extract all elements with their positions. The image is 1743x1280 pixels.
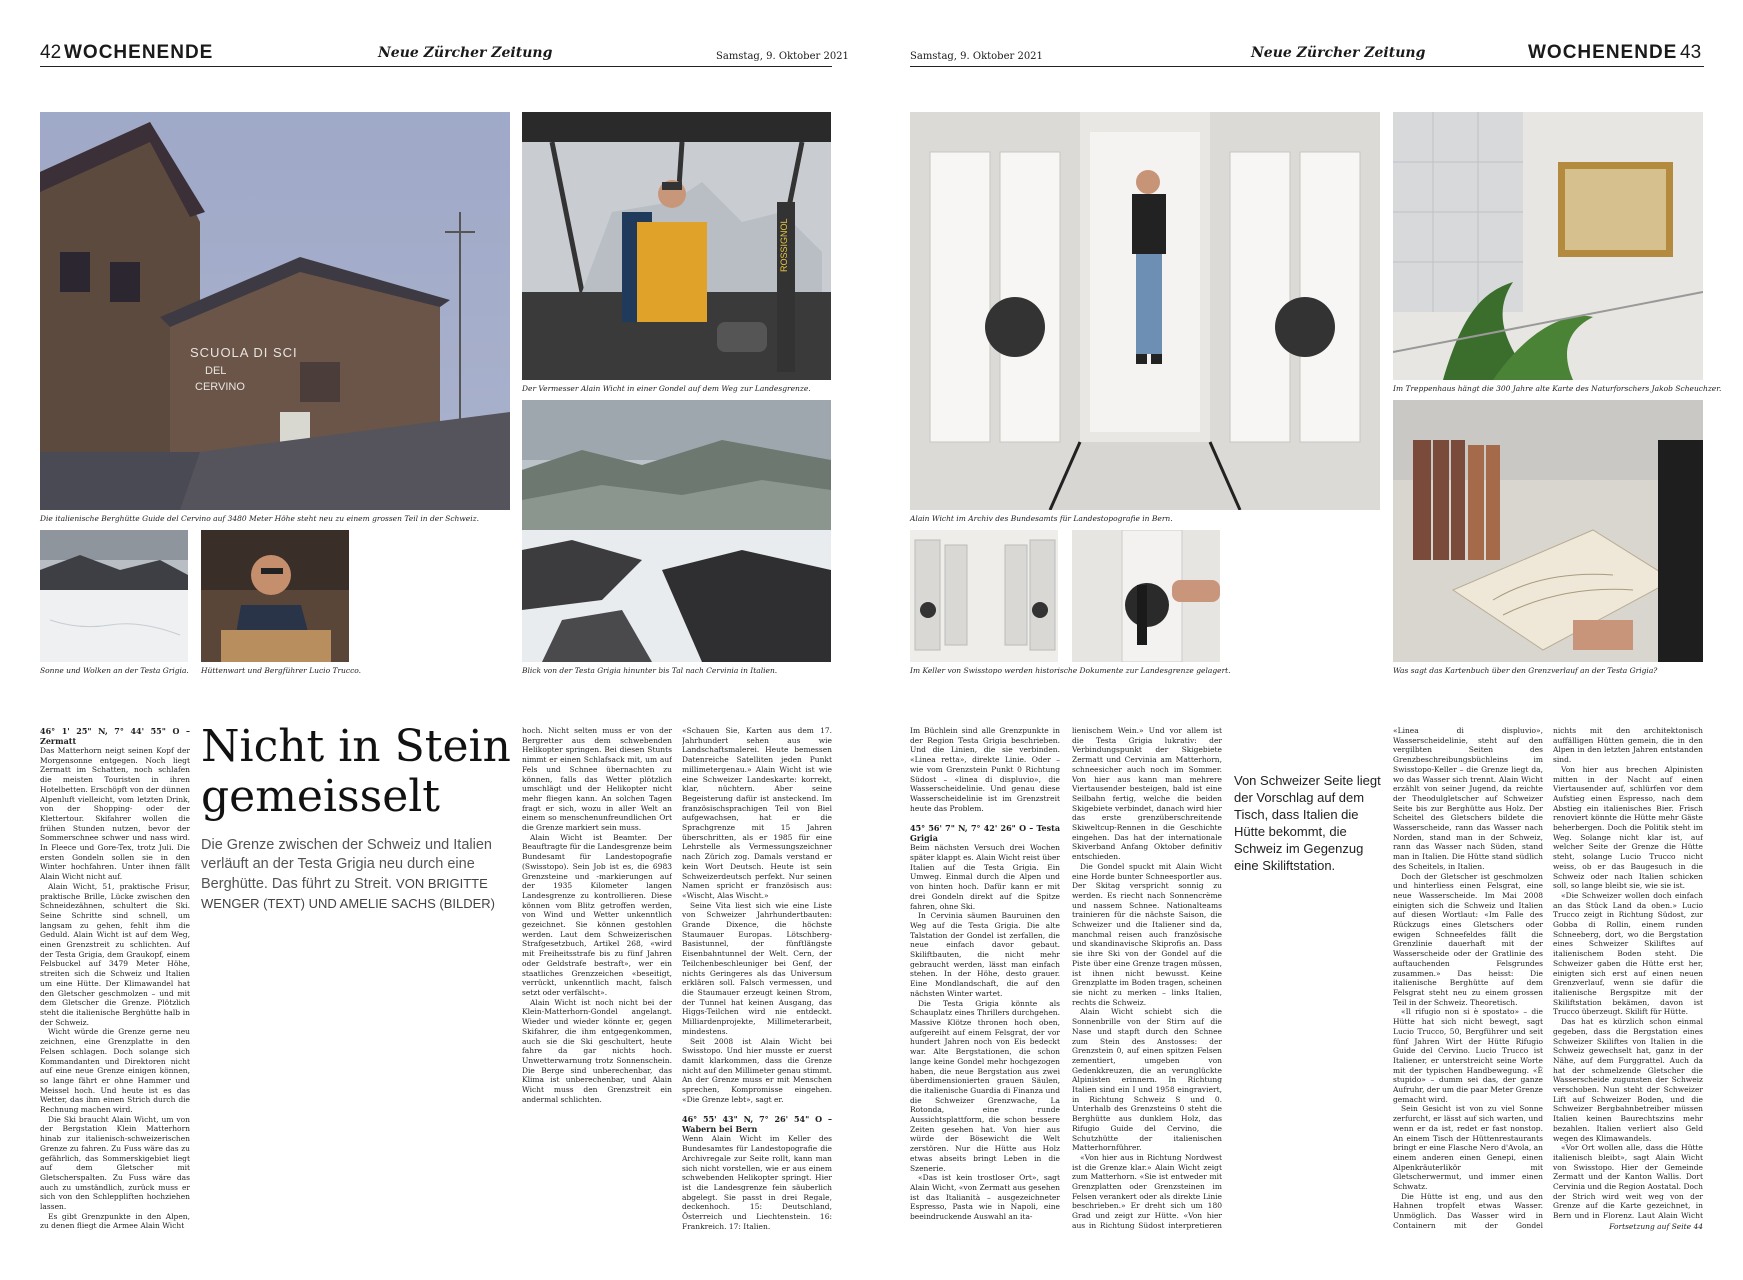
rubric-left: WOCHENENDE — [64, 42, 214, 63]
paragraph: Das hat es kürzlich schon einmal gegeben, dass die Bergstation eines Schweizer Skiliftes von Italien in die Schweiz gewechselt hat, ganz in der Nähe, auf dem Furggrattel. Auch da hat der schmelzende Gletscher die Wasserscheide zugunsten der Schweiz verschoben. Nun steht der Schweizer Lift auf Schweizer Boden, und die Schweizer Bergbahnbetreiber müssen Italien keinen Baurechtszins mehr bezahlen. Italien verliert also Geld wegen des Klimawandels. — [1553, 1017, 1703, 1143]
svg-text:DEL: DEL — [205, 365, 227, 377]
caption-valley: Blick von der Testa Grigia hinunter bis Tal nach Cervinia in Italien. — [522, 666, 778, 675]
paragraph: nichts mit den architektonisch auffälligen Hütten gemein, die in den Alpen in den letzten Jahren entstanden sind. — [1553, 726, 1703, 765]
paragraph: Beim nächsten Versuch drei Wochen später klappt es. Alain Wicht reist über Italien auf die Testa Grigia. Ein Umweg. Einmal durch die Alpen und von hinten hoch. Dafür kann er mit drei Gondeln direkt auf die Spitze fahren, ohne Ski. — [910, 843, 1060, 911]
paragraph: Alain Wicht schiebt sich die Sonnenbrille von der Stirn auf die Nase und stapft durch den Schnee zum Stein des Anstosses: der Grenzstein 0, auf einen spitzen Felsen zementiert, umgeben von Gedenkkreuzen, die an verunglückte Alpinisten erinnern. In Richtung Italien sind ein I und 1958 eingraviert, in Richtung Schweiz S und 0. Unterhalb des Grenzsteins 0 steht die Berghütte aus dunklem Holz, das Rifugio Guide del Cervino, die Schutzhütte der italienischen Matterhornführer. — [1072, 1007, 1222, 1153]
paragraph: lienischem Wein.» Und vor allem ist die Testa Grigia lukrativ: der Verbindungspunkt der Skigebiete Zermatt und Cervinia am Matterhorn, schneesicher auch noch im Sommer. Von hier aus kann man mehrere Viertausender besteigen, bald ist eine Seilbahn fertig, welche die beiden Skigebiete verbindet, danach wird hier das erste grenzüberschreitende Skiweltcup-Rennen in die Geschichte eingehen. Das hat der internationale Skiverband Anfang Oktober definitiv entschieden. — [1072, 726, 1222, 862]
paragraph: Alain Wicht, 51, praktische Frisur, praktische Brille, Lücke zwischen den Schneidezähnen, schultert die Ski. Seine Schritte sind schnell, um langsam zu gehen, fehlt ihm die Geduld. Alain Wicht ist auf dem Weg, einen Grenzstreit zu schlichten. Auf der Testa Grigia, dem Graukopf, einem Felsbuckel auf 3479 Meter Höhe, streiten sich die Schweiz und Italien um eine Hütte. Der Klimawandel hat den Gletscher geschmolzen – und mit dem Gletscher die Grenze. Plötzlich steht die italienische Berghütte halb in der Schweiz. — [40, 881, 190, 1027]
photo-basement-crank — [1072, 530, 1220, 662]
paragraph: Seine Vita liest sich wie eine Liste von Schweizer Jahrhundertbauten: Grande Dixence, die höchste Staumauer Europas. Lötschberg-Basistunnel, der fünftlängste Eisenbahntunnel der Welt. Cern, der Teilchenbeschleuniger bei Genf, der nichts Geringeres als das Universum erklären soll. Falsch vermessen, und die Staumauer erzeugt keinen Strom, der Tunnel hat keinen Ausgang, das Higgs-Teilchen wird nie entdeckt. Milliardenprojekte, Millimeterarbeit, mindestens. — [682, 900, 832, 1036]
paragraph: In Cervinia säumen Bauruinen den Weg auf die Testa Grigia. Die alte Talstation der Gondel ist zerfallen, die neue einfach davor gebaut. Skiliftbauten, die nicht mehr gebraucht werden, lässt man einfach stehen. In der Höhe, desto grauer. Eine Mondlandschaft, die auf den nächsten Winter wartet. — [910, 911, 1060, 998]
article-column-3 — [682, 726, 832, 1230]
paragraph: Sein Gesicht ist von zu viel Sonne zerfurcht, er lässt auf sich warten, und wenn er da ist, redet er fast nonstop. An einem Tisch der Hüttenrestaurants bringt er eine Flasche Nero d'Avola, an einem anderen einen Genepi, einen Alpenkräuterlikör mit Gletscherwermut, und immer einen Schwatz. — [1393, 1104, 1543, 1192]
paragraph: Im Büchlein sind alle Grenzpunkte in der Region Testa Grigia beschrieben. Und die Linien, die sie verbinden. «Linea retta», direkte Linie. Oder – wie vom Grenzstein Punkt 0 Richtung Südost – «linea di displuvio», die Wasserscheidelinie. Und genau diese Wasserscheidelinie ist im Grenzstreit heute das Problem. — [910, 726, 1060, 813]
photo-archive — [910, 112, 1380, 510]
paragraph: Alain Wicht ist noch nicht bei der Klein-Matterhorn-Gondel angelangt. Wieder und wieder könnte er, gegen Skifahrer, die ihm entgegenkommen, auch sie die Ski geschultert, heute fahre da gar nichts hoch. Unwetterwarnung trotz Sonnenschein. Die Berge sind unberechenbar, das Klima ist unberechenbar, und Alain Wicht muss den Grenzstreit ein andermal schlichten. — [522, 997, 672, 1104]
paragraph: «Schauen Sie, Karten aus dem 17. Jahrhundert sehen aus wie Landschaftsmalerei. Heute bemessen Datenreiche Satelliten jeden Punkt millimetergenau.» Alain Wicht ist wie eine Schweizer Landeskarte: korrekt, klar, nüchtern. Aber seine Begeisterung dafür ist ansteckend. Im französischsprachigen Teil von Biel aufgewachsen, hat er die Sprachgrenze mit 15 Jahren überschritten, als er 1985 für eine Lehrstelle als Vermessungszeichner nach Zürich zog. Damals verstand er kein Wort Deutsch. Heute ist sein Schweizerdeutsch perfekt. Nur seinen Namen spricht er französisch aus: «Wischt, Alas Wischt.» — [682, 726, 832, 900]
page-number-right: 43 — [1680, 42, 1702, 63]
caption-basement: Im Keller von Swisstopo werden historische Dokumente zur Landesgrenze gelagert. — [910, 666, 1231, 675]
photo-stairwell-map — [1393, 112, 1703, 380]
caption-stairs: Im Treppenhaus hängt die 300 Jahre alte Karte des Naturforschers Jakob Scheuchzer. — [1393, 384, 1722, 393]
hut-sign-text: SCUOLA DI SCI — [190, 345, 298, 360]
photo-mountain-hut — [40, 112, 510, 510]
caption-warden: Hüttenwart und Bergführer Lucio Trucco. — [201, 666, 362, 675]
date-right: Samstag, 9. Oktober 2021 — [910, 51, 1043, 62]
article-column-1 — [40, 726, 190, 1230]
date-left: Samstag, 9. Oktober 2021 — [716, 51, 849, 62]
article-column-6 — [1393, 726, 1543, 1230]
photo-basement-shelves — [910, 530, 1058, 662]
photo-map-book — [1393, 400, 1703, 662]
dateline-wabern: 46° 55' 43" N, 7° 26' 54" O – Wabern bei Bern — [682, 1114, 832, 1135]
article-column-7 — [1553, 726, 1703, 1220]
photo-gondola — [522, 112, 831, 380]
paragraph: Doch der Gletscher ist geschmolzen und hinterliess einen Felsgrat, eine neue Wasserscheide. Im Mai 2008 einigten sich die Schweiz und Italien auf diesen Wortlaut: «Im Falle des Rückzugs eines Gletschers oder ewigen Schneefeldes fällt die Grenzlinie dauerhaft mit der Wasserscheide oder der Gratlinie des auftauchenden Felsgrundes zusammen.» Das heisst: Die italienische Berghütte auf dem Felsgrat steht neu zu einem grossen Teil in der Schweiz. Theoretisch. — [1393, 871, 1543, 1007]
dateline-testa-grigia: 45° 56' 7" N, 7° 42' 26" O – Testa Grigia — [910, 823, 1060, 844]
caption-sun: Sonne und Wolken an der Testa Grigia. — [40, 666, 189, 675]
paragraph: Die Testa Grigia könnte als Schauplatz eines Thrillers durchgehen. Massive Klötze thronen hoch oben, aufgereiht auf einem Felsgrat, der vor hundert Jahren noch von Eis bedeckt war. Alte Bergstationen, die schon lange keine Gondel mehr hochgezogen haben, die neue Bergstation aus zwei überdimensionierten grauen Säulen, die italienische Guardia di Finanza und die Schweizer Grenzwache, La Rotonda, eine runde Aussichtsplattform, die schon bessere Zeiten gesehen hat. Von hier aus würde der Bösewicht die Welt zerstören. Nur die Hütte aus Holz etwas abseits bringt Leben in die Szenerie. — [910, 998, 1060, 1173]
paragraph: «Von hier aus in Richtung Nordwest ist die Grenze klar.» Alain Wicht zeigt zum Matterhorn. «Sie ist entweder mit Grenzplatten oder Grenzsteinen im Felsen verankert oder als direkte Linie beschrieben.» Er dreht sich um 180 Grad und zeigt zur Hütte. «Von hier aus in Richtung Südost interpretieren — [1072, 1152, 1222, 1230]
photo-sun-clouds — [40, 530, 188, 662]
continuation-note: Fortsetzung auf Seite 44 — [1609, 1222, 1703, 1231]
header-rule-left — [40, 66, 832, 67]
paragraph: hoch. Nicht selten muss er von der Bergretter aus dem schwebenden Helikopter springen. Bei diesen Stunts nimmt er einen Schlafsack mit, um auf Fels und Schnee übernachten zu können, falls das Wetter plötzlich umschlägt und der Helikopter nicht mehr fliegen kann. An solchen Tagen fragt er sich, wozu in aller Welt an einem so menschenunfreundlichen Ort die Grenze markiert sein muss. — [522, 726, 672, 833]
caption-archive: Alain Wicht im Archiv des Bundesamts für Landestopografie in Bern. — [910, 514, 1173, 523]
photo-hut-warden — [201, 530, 349, 662]
article-deck: Die Grenze zwischen der Schweiz und Italien verläuft an der Testa Grigia neu durch eine Berghütte. Das führt zu Streit. VON BRIGITTE WENGER (TEXT) UND AMELIE SACHS (BILDER) — [201, 837, 495, 911]
caption-gondola: Der Vermesser Alain Wicht in einer Gondel auf dem Weg zur Landesgrenze. — [522, 384, 811, 393]
masthead-left: Neue Zürcher Zeitung — [378, 45, 553, 61]
article-headline: Nicht in Stein gemeisselt — [201, 721, 511, 822]
paragraph: Die Gondel spuckt mit Alain Wicht eine Horde bunter Schneesportler aus. Der Skitag verspricht sonnig zu werden. Es riecht nach Sonnencrème und nassem Schnee. Nationalteams trainieren für die nächste Saison, die Schweizer und die Italiener sind da, manchmal reisen auch französische und skandinavische Skiprofis an. Dass sie ihre Ski von der Gondel auf die Piste über eine Grenze tragen müssen, ist ihnen nicht bewusst. Keine Grenzplatte im Boden tragen, scheinen sie nicht zu merken – links Italien, rechts die Schweiz. — [1072, 861, 1222, 1007]
rubric-right: WOCHENENDE — [1528, 42, 1678, 63]
paragraph: Alain Wicht ist Beamter. Der Beauftragte für die Landesgrenze beim Bundesamt für Landestopografie (Swisstopo). Sein Job ist es, die 6983 Grenzsteine und -markierungen auf der 1935 Kilometer langen Landesgrenze zu kontrollieren. Diese können vom Blitz getroffen werden, von Wind und Wetter unkenntlich gezeichnet. Sie können gestohlen werden. Laut dem Schweizerischen Strafgesetzbuch, Artikel 268, «wird mit Freiheitsstrafe bis zu fünf Jahren oder Geldstrafe bestraft», wer ein staatliches Grenzzeichen «beseitigt, verrückt, unkenntlich macht, falsch setzt oder verfälscht». — [522, 832, 672, 997]
paragraph: «Il rifugio non si è spostato» – die Hütte hat sich nicht bewegt, sagt Lucio Trucco, 50, Bergführer und seit fünf Jahren Wirt der Hütte Rifugio Guide del Cervino. Lucio Trucco ist Italiener, er unterstreicht seine Worte mit der typischen Handbewegung. «È stupido» – dumm sei das, der ganze Aufruhr, der um die paar Meter Grenze gemacht wird. — [1393, 1007, 1543, 1104]
article-column-5 — [1072, 726, 1222, 1230]
article-column-2 — [522, 726, 672, 1230]
caption-hut: Die italienische Berghütte Guide del Cervino auf 3480 Meter Höhe steht neu zu einem grossen Teil in der Schweiz. — [40, 514, 479, 523]
page-number-left: 42 — [40, 42, 62, 63]
photo-valley — [522, 400, 831, 662]
pull-quote: Von Schweizer Seite liegt der Vorschlag auf dem Tisch, dass Italien die Hütte bekommt, die Schweiz im Gegenzug eine Skiliftstation. — [1234, 773, 1381, 873]
header-rule-right — [910, 66, 1704, 67]
caption-mapbook: Was sagt das Kartenbuch über den Grenzverlauf an der Testa Grigia? — [1393, 666, 1658, 675]
article-column-4 — [910, 726, 1060, 1230]
paragraph: Das Matterhorn neigt seinen Kopf der Morgensonne entgegen. Noch liegt Zermatt im Schatten, noch schlafen die meisten Touristen in ihren Hotelbetten. Erschöpft von der dünnen Alpenluft vielleicht, vom letzten Drink, von der Shopping- oder der Klettertour. Skifahrer wollen die frühen Stunden nutzen, bevor der Sommerschnee schwer und nass wird. In Fleece und Gore-Tex, trotz Juli. Die ersten Gondeln sollen sie in den Winter hochfahren. Unter ihnen fällt Alain Wicht nicht auf. — [40, 746, 190, 882]
paragraph: Die Hütte ist eng, und aus den Hahnen tropfelt etwas Wasser. Unmöglich. Das Wasser wird in Containern mit der Gondel — [1393, 1191, 1543, 1230]
paragraph: Es gibt Grenzpunkte in den Alpen, zu denen fliegt die Armee Alain Wicht — [40, 1211, 190, 1230]
paragraph: Wenn Alain Wicht im Keller des Bundesamtes für Landestopografie die Archivregale zur Seite rollt, kann man sich nicht vorstellen, wie er aus einem schwebenden Helikopter springt. Hier ist die Landesgrenze fein säuberlich abgelegt. Sie passt in drei Regale, deckenhoch. 15: Deutschland, Österreich und Liechtenstein. 16: Frankreich. 17: Italien. — [682, 1134, 832, 1230]
article-byline: VON BRIGITTE WENGER (TEXT) UND AMELIE SACHS (BILDER) — [201, 876, 495, 911]
ski-brand-text: ROSSIGNOL — [779, 218, 789, 272]
paragraph: Von hier aus brechen Alpinisten mitten in der Nacht auf einen Viertausender auf, schlürfen vor dem Aufstieg einen Espresso, nach dem Abstieg ein italienisches Bier. Frisch renoviert könnte die Hütte mehr Gäste beherbergen. Doch die Politik steht im Weg. Solange nicht klar ist, auf welcher Seite der Grenze die Hütte steht, solange Lucio Trucco nicht weiss, ob er das Baugesuch in die Schweiz oder nach Italien schicken soll, so lange bleibt sie, wie sie ist. — [1553, 764, 1703, 891]
paragraph: «Linea di displuvio», Wasserscheidelinie, steht auf den vergilbten Seiten des Grenzbeschreibungsbüchleins im Swisstopo-Keller – die Grenze liegt da, wo das Wasser sich trennt. Alain Wicht erzählt von seiner Jugend, da reichte der Theodulgletscher auf Schweizer Seite bis zur Berghütte aus Holz. Der Scheitel des Gletschers bildete die Wasserscheide, rann das Wasser nach Norden, stand man in der Schweiz, rann das Wasser nach Süden, stand man in Italien. Die Hütte stand südlich des Scheitels, in Italien. — [1393, 726, 1543, 871]
svg-text:CERVINO: CERVINO — [195, 381, 245, 393]
paragraph: «Vor Ort wollen alle, dass die Hütte italienisch bleibt», sagt Alain Wicht von Swisstopo. Hier der Gemeinde Zermatt und der Kanton Wallis. Dort Cervinia und die Region Aostatal. Doch der Strich wird weit weg von der Grenze auf die Karte gezeichnet, in Bern und in Florenz. Laut Alain Wicht — [1553, 1143, 1703, 1220]
paragraph: Seit 2008 ist Alain Wicht bei Swisstopo. Und hier musste er zuerst damit klarkommen, dass die Grenze nicht auf den Millimeter genau stimmt. An der Grenze muss er mit Menschen sprechen, Kompromisse eingehen. «Die Grenze lebt», sagt er. — [682, 1036, 832, 1104]
paragraph: Die Ski braucht Alain Wicht, um von der Bergstation Klein Matterhorn hinab zur italienisch-schweizerischen Grenze zu fahren. Zu Fuss wäre das zu gefährlich, das Sommerskigebiet liegt auf dem Gletscher mit Gletscherspalten. Zu Fuss wäre das auch zu umständlich, zurück muss er sich von den Schleppliften hochziehen lassen. — [40, 1114, 190, 1212]
masthead-right: Neue Zürcher Zeitung — [1251, 45, 1426, 61]
dateline-zermatt: 46° 1' 25" N, 7° 44' 55" O – Zermatt — [40, 726, 190, 746]
paragraph: «Die Schweizer wollen doch einfach an das Stück Land da oben.» Lucio Trucco zeigt in Richtung Südost, zur Gobba di Rollin, einem runden Schneeberg, dort, wo die Bergstation eines Schweizer Skiliftes auf italienischem Boden steht. Die Schweizer gaben die Hütte erst her, einigten sich erst auf einen neuen Grenzverlauf, wenn sie dafür die italienische Bergspitze mit der Skiliftstation bekämen, davon ist Trucco überzeugt. Skilift für Hütte. — [1553, 890, 1703, 1017]
paragraph: «Das ist kein trostloser Ort», sagt Alain Wicht, «von Zermatt aus gesehen ist das Italianità – ausgezeichneter Espresso, Pasta wie in Napoli, eine beeindruckende Auswahl an ita- — [910, 1173, 1060, 1222]
paragraph: Wicht würde die Grenze gerne neu zeichnen, eine Grenzplatte in den Felsen schlagen. Doch solange sich Kommandanten und Direktoren nicht auf eine neue Grenze einigen können, so lange fährt er ohne Hammer und Meissel hoch. Und heute ist es das Wetter, das ihm einen Strich durch die Rechnung machen wird. — [40, 1027, 190, 1115]
